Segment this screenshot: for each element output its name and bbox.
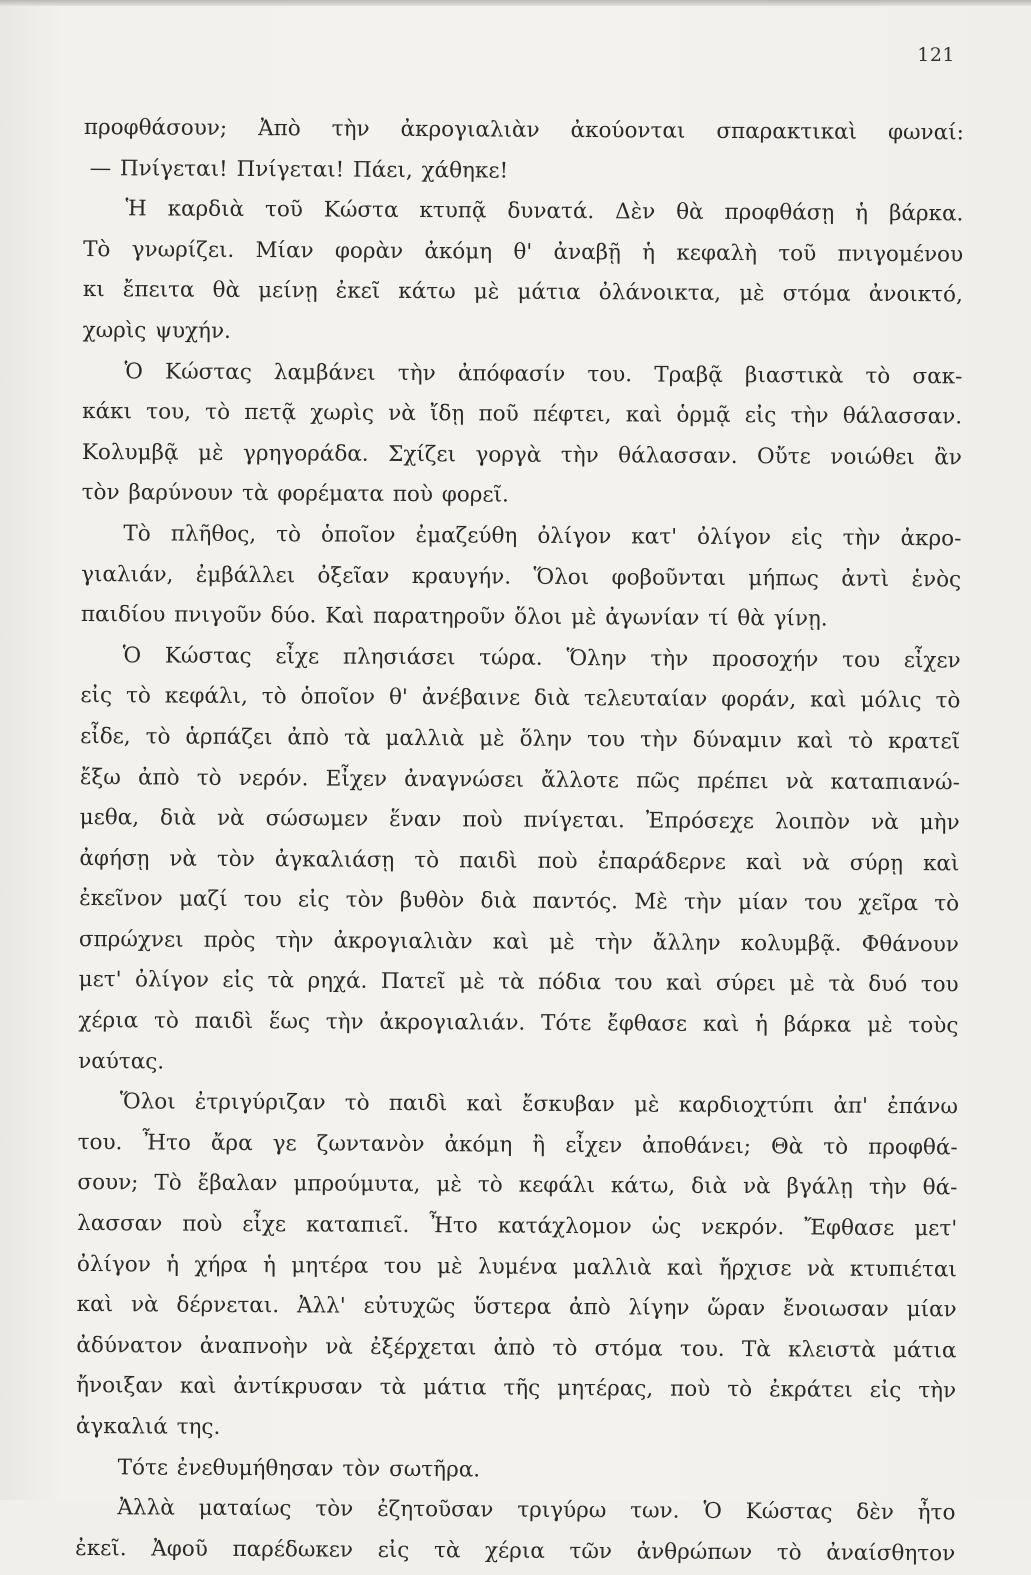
- body-text: [75, 108, 964, 1575]
- text-line: ἔξω ἀπὸ τὸ νερόν. Εἶχεν ἀναγνώσει ἄλλοτε πῶς πρέπει νὰ καταπιανώ-: [79, 764, 960, 795]
- text-line: Κολυμβᾷ μὲ γρηγοράδα. Σχίζει γοργὰ τὴν θάλασσαν. Οὔτε νοιώθει ἂν: [81, 439, 962, 471]
- text-line: Τὸ γνωρίζει. Μίαν φορὰν ἀκόμη θ' ἀναβῇ ἡ κεφαλὴ τοῦ πνιγομένου: [83, 236, 964, 268]
- text-line: Ὁ Κώστας εἶχε πλησιάσει τώρα. Ὅλην τὴν προσοχήν του εἶχεν: [122, 642, 961, 674]
- text-line: ἤνοιξαν καὶ ἀντίκρυσαν τὰ μάτια τῆς μητέρας, ποὺ τὸ ἐκράτει εἰς τὴν: [76, 1373, 957, 1404]
- text-line: καὶ νὰ δέρνεται. Ἀλλ' εὐτυχῶς ὕστερα ἀπὸ λίγην ὥραν ἔνοιωσαν μίαν: [76, 1292, 957, 1323]
- text-line: ὀλίγον ἡ χήρα ἡ μητέρα του μὲ λυμένα μαλλιὰ καὶ ἤρχισε νὰ κτυπιέται: [76, 1251, 957, 1282]
- text-line: προφθάσουν; Ἀπὸ τὴν ἀκρογιαλιὰν ἀκούονται σπαρακτικαὶ φωναί:: [83, 114, 964, 146]
- text-line: λασσαν ποὺ εἶχε καταπιεῖ. Ἦτο κατάχλομον ὡς νεκρόν. Ἔφθασε μετ': [77, 1211, 958, 1242]
- text-line: παιδίου πνιγοῦν δύο. Καὶ παρατηροῦν ὅλοι μὲ ἀγωνίαν τί θὰ γίνῃ.: [80, 602, 828, 632]
- text-line: ἀδύνατον ἀναπνοὴν νὰ ἐξέρχεται ἀπὸ τὸ στόμα του. Τὰ κλειστὰ μάτια: [76, 1332, 957, 1364]
- text-line: ἀγκαλιά της.: [75, 1413, 221, 1440]
- text-line: ναύτας.: [78, 1048, 165, 1075]
- text-line: τὸν βαρύνουν τὰ φορέματα ποὺ φορεῖ.: [81, 480, 509, 508]
- text-line: Τὸ πλῆθος, τὸ ὁποῖον ἐμαζεύθη ὀλίγον κατ' ὀλίγον εἰς τὴν ἀκρο-: [123, 521, 962, 552]
- text-line: εἰς τὸ κεφάλι, τὸ ὁποῖον θ' ἀνέβαινε διὰ τελευταίαν φοράν, καὶ μόλις τὸ: [80, 683, 961, 714]
- text-line: Ὁ Κώστας λαμβάνει τὴν ἀπόφασίν του. Τραβᾷ βιαστικὰ τὸ σακ-: [124, 358, 963, 389]
- text-line: εἶδε, τὸ ἁρπάζει ἀπὸ τὰ μαλλιὰ μὲ ὅλην του τὴν δύναμιν καὶ τὸ κρατεῖ: [80, 723, 961, 755]
- text-line: του. Ἦτο ἄρα γε ζωντανὸν ἀκόμη ἢ εἶχεν ἀποθάνει; Θὰ τὸ προφθά-: [77, 1129, 958, 1161]
- text-line: — Πνίγεται! Πνίγεται! Πάει, χάθηκε!: [89, 155, 509, 184]
- text-line: γιαλιάν, ἐμβάλλει ὀξεῖαν κραυγήν. Ὅλοι φοβοῦνται μήπως ἀντὶ ἑνὸς: [81, 561, 962, 592]
- text-line: Ἀλλὰ ματαίως τὸν ἐζητοῦσαν τριγύρω των. Ὁ Κώστας δὲν ἦτο: [117, 1495, 956, 1526]
- text-line: ἐκεῖ. Ἀφοῦ παρέδωκεν εἰς τὰ χέρια τῶν ἀνθρώπων τὸ ἀναίσθητον: [75, 1535, 956, 1567]
- page-number: 121: [917, 44, 955, 66]
- text-line: Ὅλοι ἐτριγύριζαν τὸ παιδὶ καὶ ἔσκυβαν μὲ καρδιοχτύπι ἀπ' ἐπάνω: [119, 1089, 958, 1120]
- text-line: σπρώχνει πρὸς τὴν ἀκρογιαλιὰν καὶ μὲ τὴν ἄλλην κολυμβᾷ. Φθάνουν: [78, 926, 959, 958]
- text-line: μεθα, διὰ νὰ σώσωμεν ἕναν ποὺ πνίγεται. Ἐπρόσεχε λοιπὸν νὰ μὴν: [79, 805, 960, 836]
- text-line: ἀφήσῃ νὰ τὸν ἀγκαλιάσῃ τὸ παιδὶ ποὺ ἐπαράδερνε καὶ νὰ σύρῃ καὶ: [79, 845, 960, 877]
- text-line: χέρια τὸ παιδὶ ἕως τὴν ἀκρογιαλιάν. Τότε ἔφθασε καὶ ἡ βάρκα μὲ τοὺς: [78, 1008, 959, 1039]
- text-line: μετ' ὀλίγον εἰς τὰ ρηχά. Πατεῖ μὲ τὰ πόδια του καὶ σύρει μὲ τὰ δυό του: [78, 967, 959, 998]
- text-line: ἐκεῖνον μαζί του εἰς τὸν βυθὸν διὰ παντός. Μὲ τὴν μίαν του χεῖρα τὸ: [79, 886, 960, 917]
- text-line: κι ἔπειτα θὰ μείνῃ ἐκεῖ κάτω μὲ μάτια ὀλάνοικτα, μὲ στόμα ἀνοικτό,: [82, 277, 963, 308]
- text-line: χωρὶς ψυχήν.: [82, 317, 231, 344]
- text-line: σουν; Τὸ ἔβαλαν μπρούμυτα, μὲ τὸ κεφάλι κάτω, διὰ νὰ βγάλῃ τὴν θά-: [77, 1170, 958, 1201]
- text-line: κάκι του, τὸ πετᾷ χωρὶς νὰ ἴδῃ ποῦ πέφτει, καὶ ὁρμᾷ εἰς τὴν θάλασσαν.: [82, 399, 963, 430]
- page-top-edge: [0, 0, 1031, 6]
- text-line: Ἡ καρδιὰ τοῦ Κώστα κτυπᾷ δυνατά. Δὲν θὰ προφθάσῃ ἡ βάρκα.: [125, 196, 964, 227]
- text-line: Τότε ἐνεθυμήθησαν τὸν σωτῆρα.: [117, 1454, 481, 1483]
